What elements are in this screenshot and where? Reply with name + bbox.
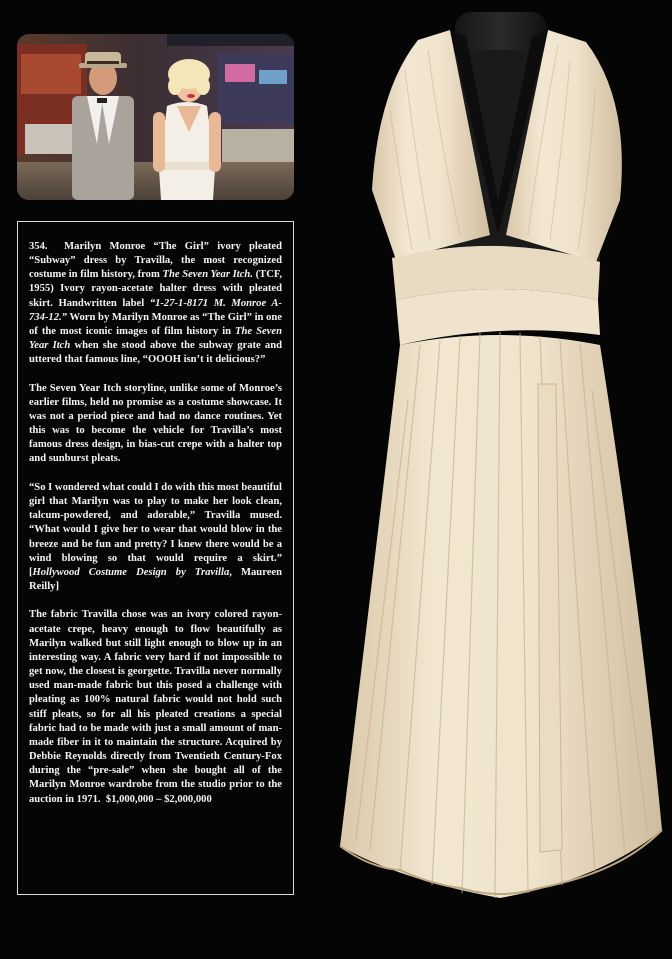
dress-skirt [340, 335, 662, 898]
film-title: The Seven Year Itch. [162, 269, 253, 281]
source-title: Hollywood Costume Design by Travilla [32, 566, 230, 578]
travilla-quote: “So I wondered what could I do with this most beautiful girl that Marilyn was to play to make her look clean, talcum-powdered, and adorable,” Travilla mused. “What would I give her to wear that would blow in the breeze and be fun and pretty? I knew there would be a wind blowing so that would require a skirt.” [ [29, 481, 282, 578]
lot-description-box [17, 221, 294, 895]
source-author: , Maureen Reilly] [29, 566, 283, 593]
lot-paragraph-4 [29, 608, 282, 806]
film-still-illustration [17, 34, 294, 200]
film-title-2: The Seven Year Itch [29, 325, 282, 352]
lot-paragraph-1 [29, 240, 282, 367]
estimate: $1,000,000 – $2,000,000 [105, 793, 212, 805]
lot-spec-text: (TCF, 1955) Ivory rayon-acetate halter dress with pleated skirt. Handwritten label [29, 269, 283, 309]
lot-paragraph-3 [29, 481, 282, 594]
handwritten-label-text: “1-27-1-8171 M. Monroe A-734-12.” [29, 297, 282, 323]
film-still-photo [17, 34, 294, 200]
fabric-description: The fabric Travilla chose was an ivory colored rayon-acetate crepe, heavy enough to flow beautifully as Marilyn walked but still light enough to blow up in an interesting way. A fabric very hard if not impossible to get now, the closest is georgette. Travilla never normally used man-made fabric but this posed a challenge with pleating as 100% natural fabric would not hold such stiff pleats, so for all his pleated creations a special fabric had to be made with just a small amount of man-made fiber in it to maintain the structure. Acquired by Debbie Reynolds directly from Twentieth Century-Fox during the “pre-sale” when she bought all of the Marilyn Monroe wardrobe from the studio prior to the auction in 1971. [29, 609, 282, 805]
lot-paragraph-2: The Seven Year Itch storyline, unlike some of Monroe’s earlier films, held no promise as a costume showcase. It was not a period piece and had no dance routines. Yet this was to become the vehicle for Travilla’s most famous dress design, in bias-cut crepe with a halter top and sunburst pleats. [29, 382, 282, 465]
lot-worn-text: Worn by Marilyn Monroe as “The Girl” in one of the most iconic images of film history in [29, 311, 282, 337]
lot-title-text: Marilyn Monroe “The Girl” ivory pleated “Subway” dress by Travilla, the most recognized costume in film history, from [29, 241, 283, 281]
dress-photo [300, 0, 672, 954]
lot-number: 354. [29, 241, 48, 252]
lot-worn-text-2: when she stood above the subway grate and uttered that famous line, “OOOH isn’t it delicious?” [29, 340, 283, 366]
dress-illustration [300, 0, 672, 954]
